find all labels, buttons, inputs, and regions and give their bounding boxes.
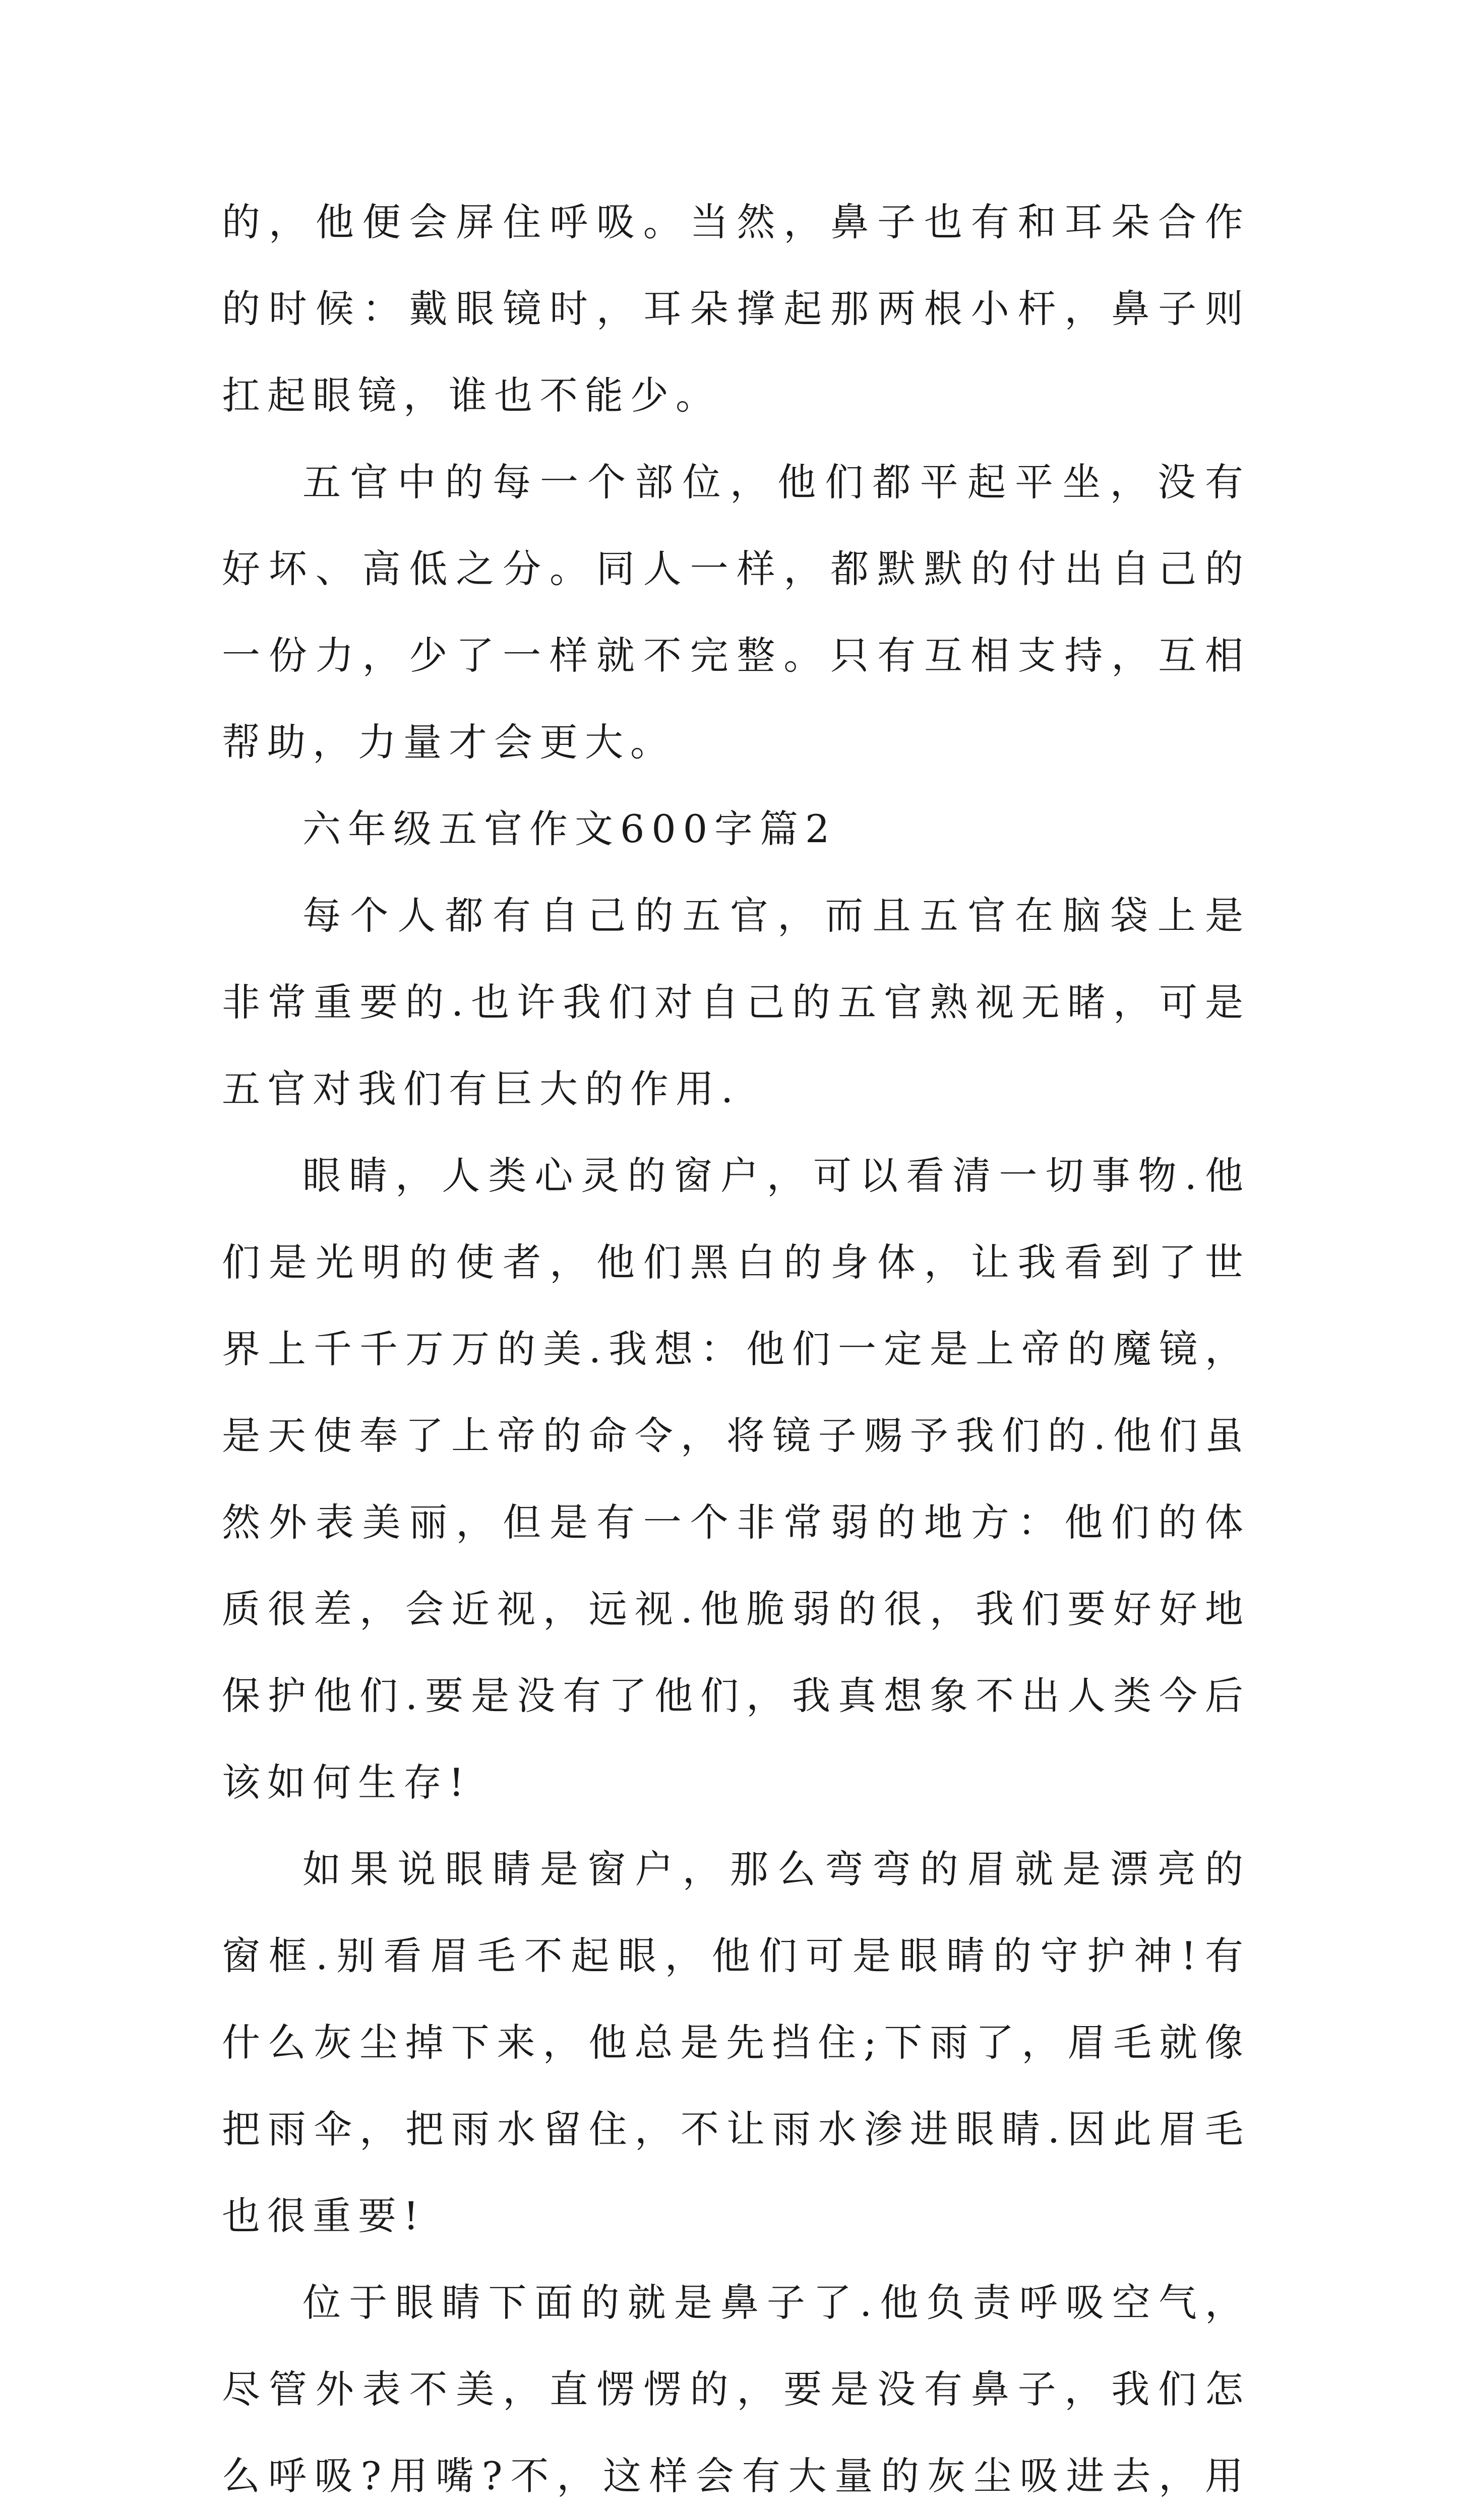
- essay-title: 六年级五官作文600字篇2: [302, 806, 837, 851]
- paragraph-continuation: 的，他便会屏住呼吸。当然，鼻子也有和耳朵合作的时候：戴眼镜时，耳朵撑起那两根小杆，鼻子则扛起眼镜，谁也不能少。: [222, 200, 1250, 418]
- paragraph-five-features-equal: 五官中的每一个部位，他们都平起平坐，没有好坏、高低之分。同人一样，都默默的付出自己的一份力，少了一样就不完整。只有互相支持，互相帮助，力量才会更大。: [222, 460, 1250, 765]
- paragraph-eyebrows: 如果说眼睛是窗户，那么弯弯的眉就是漂亮的窗框.别看眉毛不起眼，他们可是眼睛的守护神!有什么灰尘掉下来，他总是先挡住;下雨了，眉毛就像把雨伞，把雨水留住，不让雨水渗进眼睛.因此眉毛也很重要!: [222, 1847, 1250, 2238]
- document-body: [222, 179, 1250, 2520]
- paragraph-nose: 位于眼睛下面的就是鼻子了.他负责呼吸空气，尽管外表不美，直愣愣的，要是没有鼻子，我们怎么呼吸?用嘴?不，这样会有大量的灰尘吸进去，用: [222, 2280, 1250, 2498]
- paragraph-eyes: 眼睛，人类心灵的窗户，可以看清一切事物.他们是光明的使者，他们黑白的身体，让我看到了世界上千千万万的美.我想：他们一定是上帝的魔镜，是天使奉了上帝的命令，将镜子赐予我们的.他们虽然外表美丽，但是有一个非常弱的地方：他们的体质很差，会近视，远视.他脆弱的很，我们要好好地保护他们.要是没有了他们，我真想象不出人类今后该如何生存!: [222, 1153, 1250, 1805]
- paragraph-intro: 每个人都有自己的五官，而且五官在脑袋上是非常重要的.也许我们对自己的五官熟视无睹，可是五官对我们有巨大的作用.: [222, 893, 1250, 1111]
